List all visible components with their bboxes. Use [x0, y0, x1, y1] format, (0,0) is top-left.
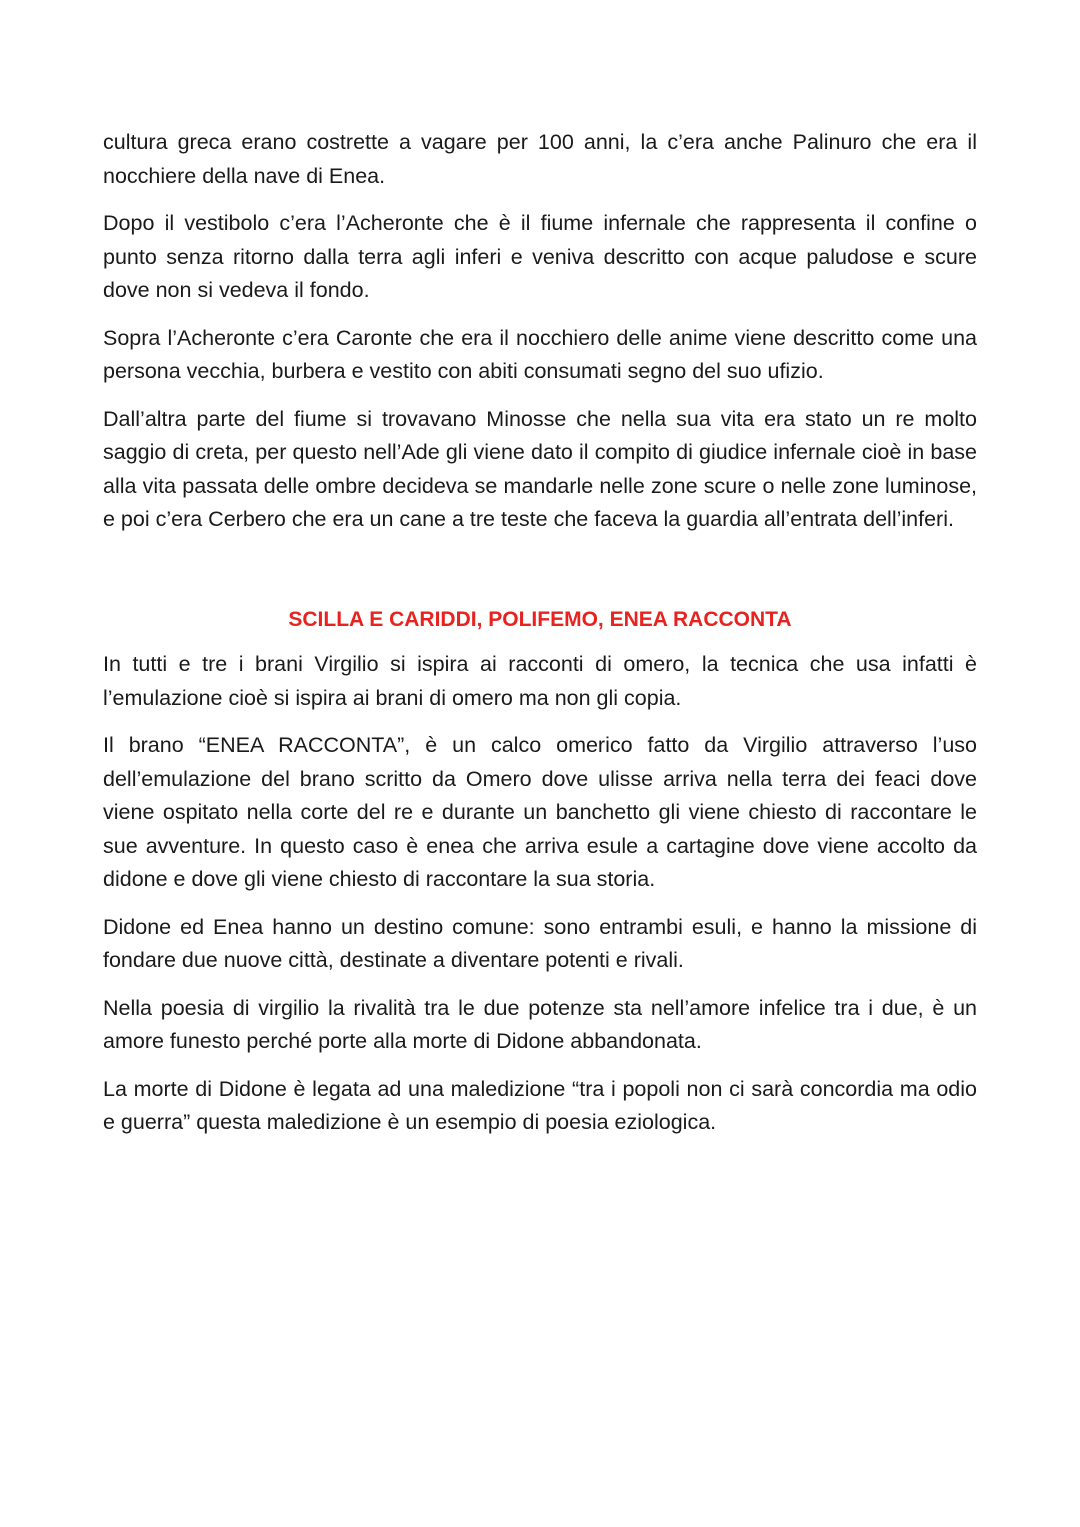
- paragraph-maledizione: La morte di Didone è legata ad una maledizione “tra i popoli non ci sarà concordia ma odio e guerra” questa maledizione è un esempio di poesia eziologica.: [103, 1076, 977, 1134]
- paragraph-rivalita: Nella poesia di virgilio la rivalità tra le due potenze sta nell’amore infelice tra i due, è un amore funesto perché porte alla morte di Didone abbandonata.: [103, 995, 977, 1053]
- paragraph-minosse-cerbero: Dall’altra parte del fiume si trovavano Minosse che nella sua vita era stato un re molto saggio di creta, per questo nell’Ade gli viene dato il compito di giudice infernale cioè in base alla vita passata delle ombre decideva se mandarle nelle zone scure o nelle zone luminose, e poi c’era Cerbero che era un cane a tre teste che faceva la guardia all’entrata dell’inferi.: [103, 406, 977, 531]
- paragraph-caronte: Sopra l’Acheronte c’era Caronte che era il nocchiero delle anime viene descritto come una persona vecchia, burbera e vestito con abiti consumati segno del suo ufizio.: [103, 325, 977, 383]
- paragraph-emulazione: In tutti e tre i brani Virgilio si ispira ai racconti di omero, la tecnica che usa infatti è l’emulazione cioè si ispira ai brani di omero ma non gli copia.: [103, 652, 977, 710]
- paragraph-palinuro: cultura greca erano costrette a vagare per 100 anni, la c’era anche Palinuro che era il nocchiere della nave di Enea.: [103, 130, 977, 188]
- section-spacer: [103, 551, 977, 603]
- section-heading: SCILLA E CARIDDI, POLIFEMO, ENEA RACCONTA: [288, 607, 792, 631]
- paragraph-acheronte: Dopo il vestibolo c’era l’Acheronte che è il fiume infernale che rappresenta il confine o punto senza ritorno dalla terra agli inferi e veniva descritto con acque paludose e scure dove non si vedeva il fondo.: [103, 211, 977, 302]
- paragraph-destino-comune: Didone ed Enea hanno un destino comune: sono entrambi esuli, e hanno la missione di fondare due nuove città, destinate a diventare potenti e rivali.: [103, 914, 977, 972]
- document-body: [103, 126, 977, 1154]
- paragraph-enea-racconta: Il brano “ENEA RACCONTA”, è un calco omerico fatto da Virgilio attraverso l’uso dell’emulazione del brano scritto da Omero dove ulisse arriva nella terra dei feaci dove viene ospitato nella corte del re e durante un banchetto gli viene chiesto di raccontare le sue avventure. In questo caso è enea che arriva esule a cartagine dove viene accolto da didone e dove gli viene chiesto di raccontare la sua storia.: [103, 733, 977, 891]
